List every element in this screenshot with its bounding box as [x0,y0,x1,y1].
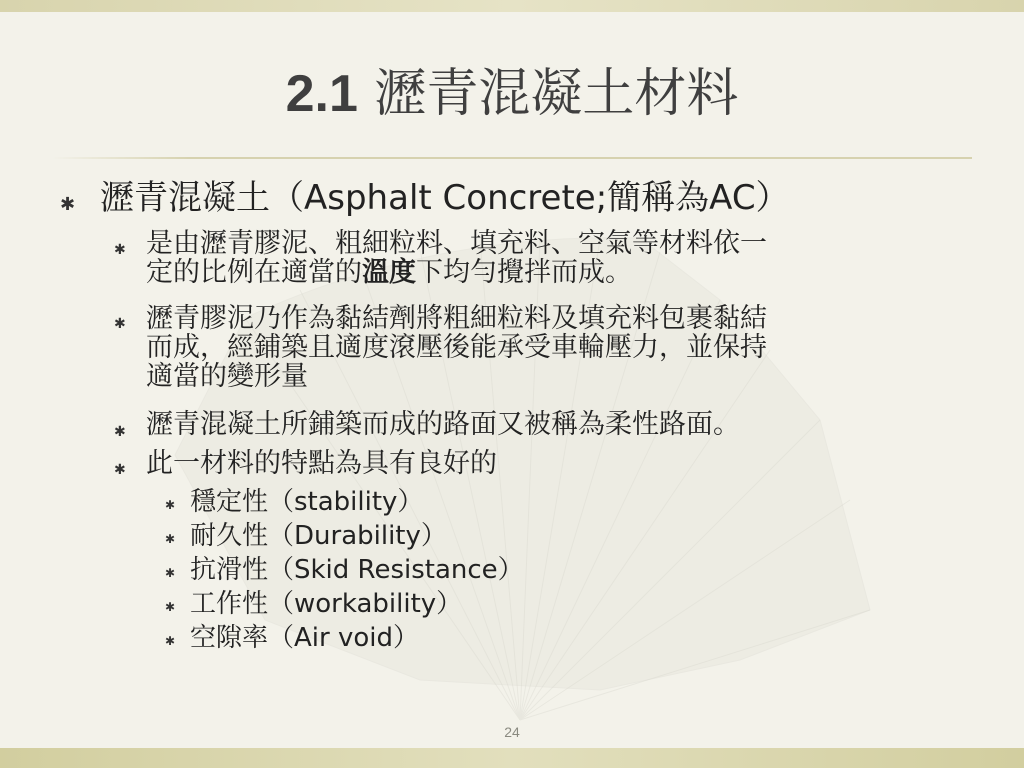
sub-bullet-3-text: 瀝青混凝土所鋪築而成的路面又被稱為柔性路面。 [146,409,740,440]
property-bullet-icon: ✱ [165,532,176,546]
sub-bullet-2-line-1: 瀝青膠泥乃作為黏結劑將粗細粒料及填充料包裹黏結 [146,303,767,334]
bottom-decorative-band [0,748,1024,768]
sub-bullet-2-line-3: 適當的變形量 [146,361,308,392]
level1-bullet-text: 瀝青混凝土（Asphalt Concrete;簡稱為AC） [100,178,790,218]
sub-bullet-1 [146,229,767,287]
property-air-void: 空隙率（Air void） [190,623,419,653]
property-item [190,555,524,585]
sub-bullet-icon: ✱ [114,242,126,258]
property-stability: 穩定性（stability） [190,487,424,517]
sub-bullet-2 [146,304,767,391]
sub-bullet-1-text-pre: 定的比例在適當的 [146,257,362,288]
sub-bullet-1-text-post: 下均勻攪拌而成。 [416,257,632,288]
sub-bullet-4 [146,449,497,478]
sub-bullet-1-line-2 [146,258,767,287]
property-item [190,589,462,619]
level1-bullet [100,178,790,218]
property-bullet-icon: ✱ [165,498,176,512]
sub-bullet-icon: ✱ [114,424,126,440]
property-bullet-icon: ✱ [165,566,176,580]
title-text: 瀝青混凝土材料 [374,64,739,124]
level1-bullet-icon: ✱ [60,194,76,215]
emphasis-temperature: 溫度 [362,257,416,288]
sub-bullet-3 [146,410,740,439]
property-skid-resistance: 抗滑性（Skid Resistance） [190,555,524,585]
sub-bullet-icon: ✱ [114,462,126,478]
sub-bullet-2-line-2: 而成，經鋪築且適度滾壓後能承受車輪壓力，並保持 [146,332,767,363]
sub-bullet-icon: ✱ [114,316,126,332]
property-bullet-icon: ✱ [165,634,176,648]
sub-bullet-4-text: 此一材料的特點為具有良好的 [146,448,497,479]
property-workability: 工作性（workability） [190,589,463,619]
property-item [190,623,419,653]
sub-bullet-1-line-1: 是由瀝青膠泥、粗細粒料、填充料、空氣等材料依一 [146,228,767,259]
property-bullet-icon: ✱ [165,600,176,614]
property-item [190,521,447,551]
title-number: 2.1 [285,65,358,123]
property-item [190,487,423,517]
property-durability: 耐久性（Durability） [190,521,447,551]
page-number: 24 [504,724,520,740]
